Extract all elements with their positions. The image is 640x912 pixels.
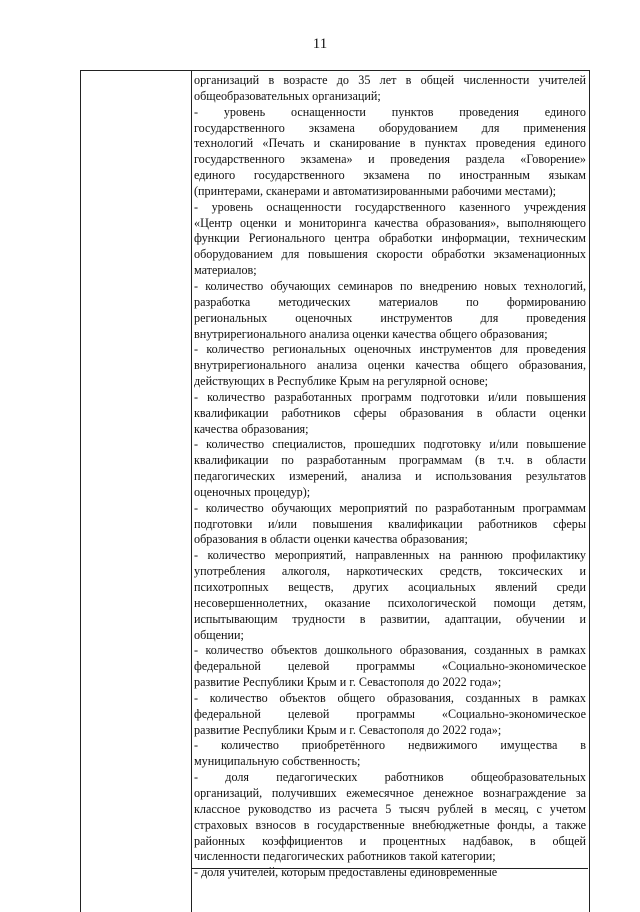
text-line: классное руководство из расчета 5 тысяч рублей в месяц, с учетом <box>194 801 586 816</box>
table-right-column <box>194 73 586 881</box>
text-line: разработка методических материалов по формированию <box>194 294 586 309</box>
text-line: организаций в возрасте до 35 лет в общей численности учителей <box>194 73 586 87</box>
text-line: «Центр оценки и мониторинга качества образования», выполняющего <box>194 215 586 230</box>
row-divider <box>191 868 588 869</box>
text-line: общеобразовательных организаций; <box>194 88 381 103</box>
text-line: квалификации работников сферы образования в области оценки <box>194 405 586 420</box>
text-line: общении; <box>194 627 244 642</box>
text-line: подготовки и/или повышения квалификации работников сферы <box>194 516 586 531</box>
text-line: оборудованием для повышения скорости обработки экзаменационных <box>194 247 586 262</box>
text-line: развитие Республики Крым и г. Севастополя до 2022 года»; <box>194 722 502 737</box>
text-line: - количество специалистов, прошедших подготовку и/или повышение <box>194 437 586 452</box>
text-line: внутрирегионального анализа оценки качества общего образования; <box>194 326 548 341</box>
table-left-column <box>81 71 192 912</box>
indicator-item <box>194 770 586 865</box>
indicator-item <box>194 501 586 549</box>
text-line: организаций, получивших ежемесячное денежное вознаграждение за <box>194 785 586 800</box>
indicator-item <box>194 738 586 770</box>
indicator-item <box>194 548 586 643</box>
text-line: - количество региональных оценочных инструментов для проведения <box>194 342 586 357</box>
text-line: - количество обучающих мероприятий по разработанным программам <box>194 500 586 515</box>
text-line: психотропных веществ, других асоциальных явлений среди <box>194 580 586 594</box>
text-line: испытывающим трудности в развитии, адаптации, обучении и <box>194 611 586 626</box>
text-line: материалов; <box>194 263 257 278</box>
text-line: качества образования; <box>194 421 309 436</box>
text-line: технологий «Печать и сканирование в пунктах проведения единого <box>194 136 586 151</box>
text-line: районных коэффициентов и процентных надбавок, в общей <box>194 833 586 848</box>
text-line: квалификации по разработанным программам (в т.ч. в области <box>194 453 586 468</box>
text-line: педагогических измерений, анализа и использования результатов <box>194 469 586 484</box>
text-line: образования в области оценки качества образования; <box>194 532 468 547</box>
text-line: развитие Республики Крым и г. Севастополя до 2022 года»; <box>194 675 502 690</box>
text-line: численности педагогических работников такой категории; <box>194 849 496 864</box>
text-line: единого государственного экзамена по иностранным языкам <box>194 168 586 183</box>
text-line: муниципальную собственность; <box>194 754 361 769</box>
indicator-item <box>194 200 586 279</box>
text-line: - количество мероприятий, направленных на раннюю профилактику <box>194 548 586 563</box>
indicator-item <box>194 342 586 390</box>
text-line: оценочных процедур); <box>194 484 311 499</box>
text-line: - количество приобретённого недвижимого имущества в <box>194 738 586 753</box>
indicator-item <box>194 691 586 739</box>
page-number: 11 <box>312 36 328 52</box>
text-line: действующих в Республике Крым на регулярной основе; <box>194 374 488 389</box>
text-line: - доля учителей, которым предоставлены единовременные <box>194 865 498 880</box>
text-line: (принтерами, сканерами и автоматизированными рабочими местами); <box>194 183 557 198</box>
text-line: государственного экзамена оборудованием для применения <box>194 120 586 135</box>
text-line: - количество разработанных программ подготовки и/или повышения <box>194 389 586 404</box>
text-line: - количество объектов дошкольного образования, созданных в рамках <box>194 643 586 658</box>
indicator-item <box>194 437 586 500</box>
text-line: региональных оценочных инструментов для проведения <box>194 310 586 325</box>
indicator-item <box>194 643 586 691</box>
text-line: федеральной целевой программы «Социально-экономическое <box>194 706 586 721</box>
indicators-table <box>80 70 590 912</box>
text-line: страховых взносов в государственные внебюджетные фонды, а также <box>194 817 586 832</box>
text-line: - доля педагогических работников общеобразовательных <box>194 770 586 785</box>
text-line: - уровень оснащенности пунктов проведения единого <box>194 104 586 119</box>
text-line: - уровень оснащенности государственного казенного учреждения <box>194 199 586 214</box>
indicator-item <box>194 73 586 105</box>
text-line: функции Регионального центра обработки информации, техническим <box>194 231 586 246</box>
indicator-item <box>194 279 586 342</box>
text-line: употребления алкоголя, наркотических средств, токсических и <box>194 564 586 579</box>
text-line: государственного экзамена» и проведения раздела «Говорение» <box>194 152 586 167</box>
indicator-item <box>194 105 586 200</box>
text-line: - количество обучающих семинаров по внедрению новых технологий, <box>194 278 586 293</box>
text-line: - количество объектов общего образования, созданных в рамках <box>194 690 586 705</box>
text-line: внутрирегионального анализа оценки качества общего образования, <box>194 358 586 373</box>
text-line: федеральной целевой программы «Социально-экономическое <box>194 659 586 674</box>
indicator-item <box>194 390 586 438</box>
text-line: несовершеннолетних, оказание психологической помощи детям, <box>194 595 586 610</box>
